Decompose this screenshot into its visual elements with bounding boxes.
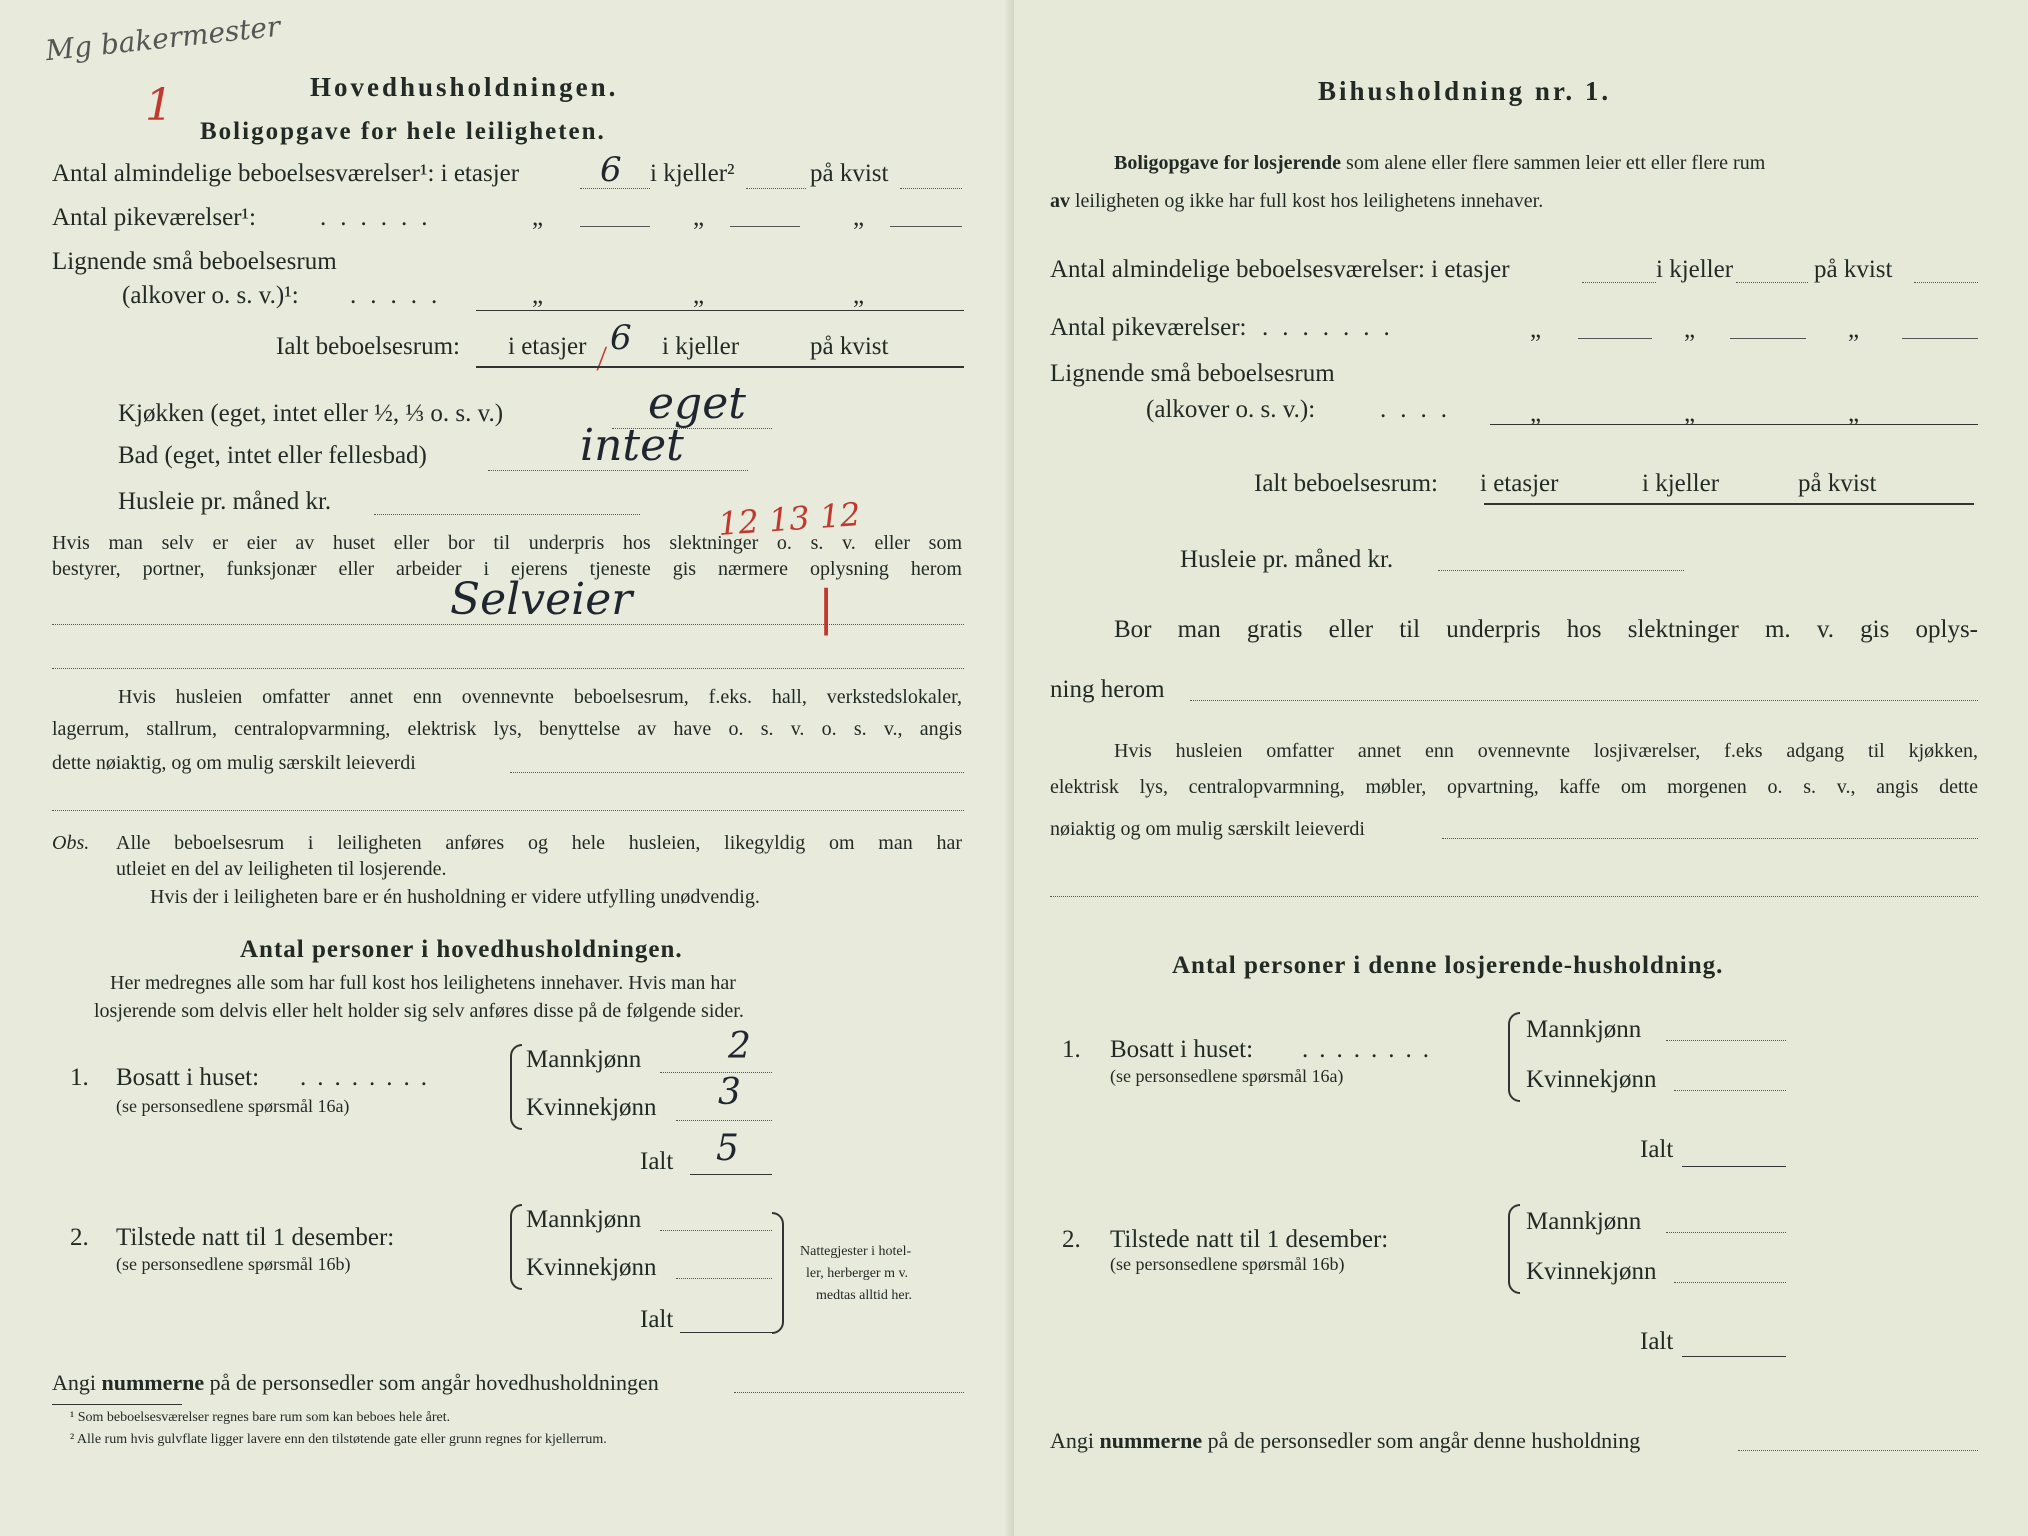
red-underline-mark: ⁄	[595, 345, 609, 375]
rooms-etasjer-value: 6	[600, 150, 622, 190]
q1-dots: ........	[300, 1064, 438, 1091]
q1-male-field[interactable]	[1666, 1040, 1786, 1041]
rooms-ordinary-label: Antal almindelige beboelsesværelser: i etasjer	[1050, 256, 1510, 283]
night-guests-note-3: medtas alltid her.	[816, 1288, 913, 1303]
q2-brace	[1508, 1204, 1520, 1294]
ditto-mark: „	[532, 204, 544, 231]
small-rooms-dots: .....	[350, 282, 452, 309]
q1-total-field[interactable]	[1682, 1166, 1786, 1167]
includes-text-2: lagerrum, stallrum, centralopvarmning, elektrisk lys, benyttelse av have o. s. v. o. s. v., angis	[52, 718, 962, 740]
obs-text-2: utleiet en del av leiligheten til losjerende.	[116, 858, 447, 880]
q1-label: Bosatt i huset:	[1110, 1036, 1254, 1063]
numbers-field[interactable]	[1738, 1450, 1978, 1451]
free-rent-field[interactable]	[1190, 700, 1978, 701]
free-rent-text-1: Bor man gratis eller til underpris hos slektninger m. v. gis oplys-	[1114, 616, 1978, 643]
q1-male-value: 2	[728, 1026, 751, 1067]
intro-rest: som alene eller flere sammen leier ett eller flere rum	[1346, 152, 1766, 174]
rooms-kjeller-label: i kjeller	[1656, 256, 1734, 283]
q2-female-field[interactable]	[676, 1278, 772, 1279]
q1-dots: ........	[1302, 1036, 1440, 1063]
q1-total-field[interactable]	[690, 1174, 772, 1175]
q2-total-label: Ialt	[1640, 1328, 1674, 1355]
numbers-bold: nummerne	[1099, 1428, 1203, 1453]
ditto-mark: „	[1530, 316, 1542, 343]
q1-sub: (se personsedlene spørsmål 16a)	[116, 1096, 350, 1116]
owner-instructions-2: bestyrer, portner, funksjonær eller arbeider i ejerens tjeneste gis nærmere oplysning herom	[52, 558, 962, 580]
maid-etasjer-field[interactable]	[580, 226, 650, 227]
ditto-mark: „	[1530, 400, 1542, 427]
kitchen-label: Kjøkken (eget, intet eller ½, ⅓ o. s. v.)	[118, 400, 504, 427]
total-etasjer-label: i etasjer	[508, 333, 587, 360]
red-mark-number: 1	[145, 80, 173, 131]
includes-text-1: Hvis husleien omfatter annet enn ovennevnte losjiværelser, f.eks adgang til kjøkken,	[1114, 740, 1978, 762]
q1-male-field[interactable]	[660, 1072, 772, 1073]
rooms-etasjer-field[interactable]	[580, 188, 650, 189]
rooms-kvist-field[interactable]	[900, 188, 962, 189]
rooms-kjeller-field[interactable]	[746, 188, 806, 189]
numbers-instruction	[1050, 1428, 1640, 1454]
q2-female-label: Kvinnekjønn	[1526, 1258, 1657, 1285]
q1-brace	[1508, 1012, 1520, 1102]
footnote-1: ¹ Som beboelsesværelser regnes bare rum som kan beboes hele året.	[70, 1410, 451, 1425]
q1-female-label: Kvinnekjønn	[526, 1094, 657, 1121]
rooms-ordinary-label: Antal almindelige beboelsesværelser¹: i etasjer	[52, 160, 520, 187]
total-kjeller-label: i kjeller	[1642, 470, 1720, 497]
maid-rooms-label: Antal pikeværelser¹:	[52, 204, 256, 231]
page-subtitle: Boligopgave for hele leiligheten.	[200, 118, 606, 145]
q1-female-field[interactable]	[1674, 1090, 1786, 1091]
includes-field[interactable]	[1442, 838, 1978, 839]
ditto-mark: „	[853, 282, 865, 309]
q1-number: 1.	[1062, 1036, 1081, 1063]
q2-female-field[interactable]	[1674, 1282, 1786, 1283]
q1-male-label: Mannkjønn	[526, 1046, 642, 1073]
includes-field-extra[interactable]	[52, 810, 964, 811]
persons-text-2: losjerende som delvis eller helt holder sig selv anføres disse på de følgende sider.	[94, 1000, 744, 1022]
numbers-prefix: Angi	[52, 1370, 96, 1395]
page-title: Bihusholdning nr. 1.	[1318, 76, 1612, 106]
obs-text-1: Alle beboelsesrum i leiligheten anføres og hele husleien, likegyldig om man har	[116, 832, 962, 854]
q1-total-value: 5	[716, 1128, 739, 1169]
ditto-mark: „	[532, 282, 544, 309]
owner-field[interactable]	[52, 624, 964, 625]
intro-rest-2: leiligheten og ikke har full kost hos leilighetens innehaver.	[1075, 190, 1544, 212]
bath-label: Bad (eget, intet eller fellesbad)	[118, 442, 427, 469]
q1-number: 1.	[70, 1064, 89, 1091]
sum-rule	[1490, 424, 1978, 425]
intro-line-1	[1114, 152, 1765, 175]
small-rooms-label: Lignende små beboelsesrum	[52, 248, 337, 275]
maid-rooms-label: Antal pikeværelser:	[1050, 314, 1247, 341]
includes-field-extra[interactable]	[1050, 896, 1978, 897]
owner-field-extra[interactable]	[52, 668, 964, 669]
footnote-2: ² Alle rum hvis gulvflate ligger lavere enn den tilstøtende gate eller grunn regnes for kjellerrum.	[70, 1432, 607, 1447]
ditto-mark: „	[693, 204, 705, 231]
page-title: Hovedhusholdningen.	[310, 72, 619, 102]
bath-value: intet	[580, 420, 684, 471]
total-etasjer-value: 6	[610, 318, 632, 358]
q1-total-label: Ialt	[1640, 1136, 1674, 1163]
total-rule	[476, 366, 964, 368]
total-kvist-label: på kvist	[1798, 470, 1877, 497]
q2-total-field[interactable]	[1682, 1356, 1786, 1357]
ditto-mark: „	[853, 204, 865, 231]
includes-field[interactable]	[510, 772, 964, 773]
persons-title: Antal personer i denne losjerende-husholdning.	[1172, 952, 1724, 979]
handwritten-occupation-note: Mg bakermester	[43, 9, 282, 68]
total-kjeller-label: i kjeller	[662, 333, 740, 360]
footnote-rule	[52, 1404, 182, 1405]
ditto-mark: „	[693, 282, 705, 309]
rent-field[interactable]	[374, 514, 640, 515]
maid-rooms-dots: ......	[320, 204, 442, 231]
q1-brace	[510, 1044, 522, 1130]
total-rooms-label: Ialt beboelsesrum:	[276, 333, 460, 360]
q1-label: Bosatt i huset:	[116, 1064, 260, 1091]
right-page-bihusholdning	[1014, 0, 2028, 1536]
rent-label: Husleie pr. måned kr.	[118, 488, 332, 515]
obs-label: Obs.	[52, 832, 90, 854]
total-rule	[1484, 503, 1974, 505]
includes-text-1: Hvis husleien omfatter annet enn ovennevnte beboelsesrum, f.eks. hall, verkstedslokaler,	[118, 686, 962, 708]
small-rooms-label-sub: (alkover o. s. v.):	[1146, 396, 1316, 423]
q2-male-field[interactable]	[660, 1230, 772, 1231]
kitchen-value: eget	[648, 378, 746, 429]
small-rooms-label-sub: (alkover o. s. v.)¹:	[122, 282, 299, 309]
q2-number: 2.	[70, 1224, 89, 1251]
persons-text-1: Her medregnes alle som har full kost hos leilighetens innehaver. Hvis man har	[110, 972, 736, 994]
q2-number: 2.	[1062, 1226, 1081, 1253]
q2-male-label: Mannkjønn	[1526, 1208, 1642, 1235]
owner-value: Selveier	[450, 574, 633, 625]
night-guests-note-2: ler, herberger m v.	[806, 1266, 909, 1281]
q2-brace	[510, 1204, 522, 1290]
q2-female-label: Kvinnekjønn	[526, 1254, 657, 1281]
numbers-rest: på de personsedler som angår hovedhusholdningen	[209, 1370, 659, 1395]
ditto-mark: „	[1684, 400, 1696, 427]
maid-kjeller-field[interactable]	[1730, 338, 1806, 339]
maid-kvist-field[interactable]	[1902, 338, 1978, 339]
q2-sub: (se personsedlene spørsmål 16b)	[116, 1254, 351, 1274]
red-rent-scribble: 12 13 12	[716, 495, 862, 543]
small-rooms-dots: ....	[1380, 396, 1461, 423]
maid-kvist-field[interactable]	[890, 226, 962, 227]
free-rent-text-2: ning herom	[1050, 676, 1165, 703]
total-kvist-label: på kvist	[810, 333, 889, 360]
q2-total-field[interactable]	[680, 1332, 772, 1333]
maid-kjeller-field[interactable]	[730, 226, 800, 227]
rooms-kvist-field[interactable]	[1914, 282, 1978, 283]
rooms-kjeller-label: i kjeller²	[650, 160, 735, 187]
total-rooms-label: Ialt beboelsesrum:	[1254, 470, 1438, 497]
q1-female-label: Kvinnekjønn	[1526, 1066, 1657, 1093]
q2-label: Tilstede natt til 1 desember:	[116, 1224, 395, 1251]
numbers-rest: på de personsedler som angår denne husholdning	[1207, 1428, 1641, 1453]
q2-label: Tilstede natt til 1 desember:	[1110, 1226, 1389, 1253]
q2-sub: (se personsedlene spørsmål 16b)	[1110, 1254, 1345, 1274]
q2-right-brace	[772, 1212, 784, 1334]
rooms-kvist-label: på kvist	[810, 160, 889, 187]
rooms-etasjer-field[interactable]	[1582, 282, 1656, 283]
q1-female-field[interactable]	[676, 1120, 772, 1121]
maid-rooms-dots: .......	[1262, 314, 1404, 341]
q2-total-label: Ialt	[640, 1306, 674, 1333]
ditto-mark: „	[1848, 400, 1860, 427]
total-etasjer-label: i etasjer	[1480, 470, 1559, 497]
includes-text-2: elektrisk lys, centralopvarmning, møbler, opvartning, kaffe om morgenen o. s. v., angis dette	[1050, 776, 1978, 798]
persons-title: Antal personer i hovedhusholdningen.	[240, 936, 683, 963]
q1-sub: (se personsedlene spørsmål 16a)	[1110, 1066, 1344, 1086]
includes-text-3: dette nøiaktig, og om mulig særskilt leieverdi	[52, 752, 416, 774]
rent-field[interactable]	[1438, 570, 1684, 571]
owner-instructions-1: Hvis man selv er eier av huset eller bor til underpris hos slektninger o. s. v. eller som	[52, 532, 962, 554]
numbers-field[interactable]	[734, 1392, 964, 1393]
ditto-mark: „	[1848, 316, 1860, 343]
numbers-prefix: Angi	[1050, 1428, 1094, 1453]
intro-bold: Boligopgave for losjerende	[1114, 152, 1342, 174]
q2-male-field[interactable]	[1666, 1232, 1786, 1233]
rooms-kjeller-field[interactable]	[1736, 282, 1808, 283]
red-mark-owner: |	[818, 580, 835, 636]
q1-female-value: 3	[718, 1072, 741, 1113]
q1-male-label: Mannkjønn	[1526, 1016, 1642, 1043]
q1-total-label: Ialt	[640, 1148, 674, 1175]
includes-text-3: nøiaktig og om mulig særskilt leieverdi	[1050, 818, 1365, 840]
small-rooms-label: Lignende små beboelsesrum	[1050, 360, 1335, 387]
obs-text-3: Hvis der i leiligheten bare er én husholdning er videre utfylling unødvendig.	[150, 886, 760, 908]
rooms-kvist-label: på kvist	[1814, 256, 1893, 283]
maid-etasjer-field[interactable]	[1578, 338, 1652, 339]
intro-line-2	[1050, 190, 1543, 213]
sum-rule	[476, 310, 964, 311]
night-guests-note-1: Nattegjester i hotel-	[800, 1244, 912, 1259]
numbers-instruction	[52, 1370, 659, 1396]
ditto-mark: „	[1684, 316, 1696, 343]
numbers-bold: nummerne	[101, 1370, 205, 1395]
intro-bold-2: av	[1050, 190, 1070, 212]
rent-label: Husleie pr. måned kr.	[1180, 546, 1394, 573]
q2-male-label: Mannkjønn	[526, 1206, 642, 1233]
bath-field[interactable]	[488, 470, 748, 471]
